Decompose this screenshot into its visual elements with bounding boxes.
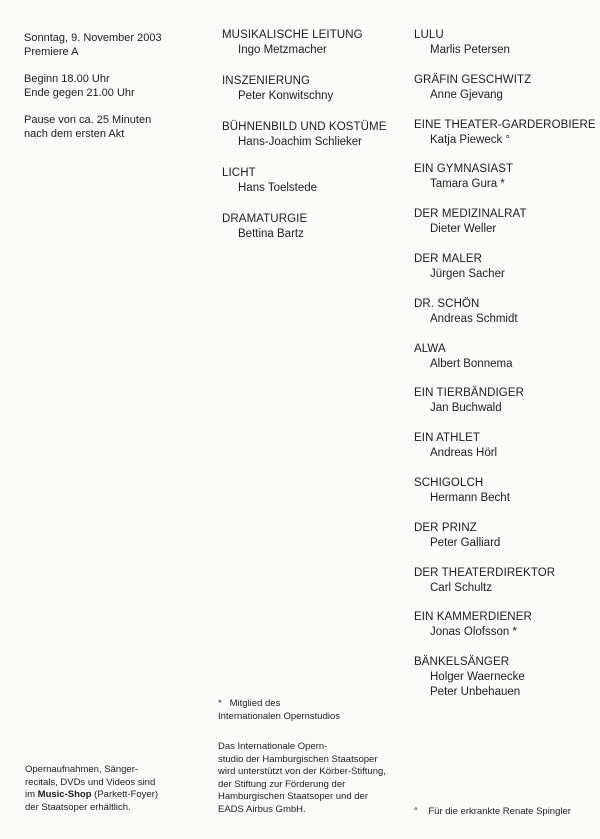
team-role: DRAMATURGIE — [222, 213, 308, 225]
cast-name: Andreas Hörl — [430, 447, 498, 460]
cast-name: Holger Waernecke — [430, 671, 525, 684]
team-entry — [222, 166, 402, 212]
cast-entry — [414, 28, 600, 73]
shop-line: der Staatsoper erhältlich. — [25, 801, 131, 813]
substitute-footnote: ° Für die erkrankte Renate Spingler — [414, 806, 571, 817]
opera-studio-footnote — [218, 698, 340, 723]
cast-name: Andreas Schmidt — [430, 312, 518, 325]
cast-role: EIN GYMNASIAST — [414, 163, 514, 176]
cast-entry — [414, 207, 600, 252]
cast-role: SCHIGOLCH — [414, 476, 484, 489]
shop-line-suffix: (Parkett-Foyer) — [91, 789, 159, 800]
team-entry — [222, 120, 402, 166]
shop-line: Opernaufnahmen, Sänger- — [25, 764, 139, 775]
team-role: INSZENIERUNG — [222, 75, 311, 87]
cast-name: Anne Gjevang — [430, 88, 503, 101]
cast-role: EIN TIERBÄNDIGER — [414, 387, 525, 400]
shop-line: recitals, DVDs und Videos sind — [25, 776, 156, 788]
cast-name: Tamara Gura * — [430, 178, 505, 191]
footnote-mark: * — [218, 698, 222, 709]
cast-entry — [414, 162, 600, 207]
production-team — [222, 28, 402, 258]
cast-role: DER THEATERDIREKTOR — [414, 566, 556, 579]
team-entry — [222, 212, 402, 258]
cast-entry — [414, 297, 600, 342]
sponsor-line: Hamburgischen Staatsoper und der — [218, 791, 368, 802]
pause-info-line2: nach dem ersten Akt — [24, 128, 125, 140]
team-role: BÜHNENBILD UND KOSTÜME — [222, 121, 387, 133]
cast-entry — [414, 431, 600, 476]
cast-role: LULU — [414, 29, 444, 41]
team-name: Bettina Bartz — [238, 228, 304, 240]
cast-role: GRÄFIN GESCHWITZ — [414, 73, 532, 86]
premiere-label: Premiere A — [24, 46, 79, 58]
team-role: LICHT — [222, 167, 256, 179]
cast-entry — [414, 252, 600, 297]
cast-entry — [414, 655, 600, 700]
music-shop-label: Music-Shop — [37, 789, 92, 800]
cast-name: Katja Pieweck ° — [430, 133, 511, 146]
cast-name: Albert Bonnema — [430, 357, 513, 370]
pause-info-line1: Pause von ca. 25 Minuten — [24, 114, 152, 126]
cast-name: Jan Buchwald — [430, 402, 502, 415]
footnote-text-line1: Mitglied des — [229, 698, 281, 709]
sponsor-line: EADS Airbus GmbH. — [218, 803, 306, 815]
sponsor-line: studio der Hamburgischen Staatsoper — [218, 753, 378, 765]
footnote-text-line2: Internationalen Opernstudios — [218, 710, 340, 722]
cast-role: EINE THEATER-GARDEROBIERE — [414, 118, 596, 131]
team-name: Hans Toelstede — [238, 182, 318, 194]
cast-role: DER MALER — [414, 252, 482, 265]
shop-note — [25, 764, 158, 814]
cast-entry — [414, 342, 600, 387]
cast-role: DER PRINZ — [414, 521, 477, 534]
cast-name: Marlis Petersen — [430, 44, 510, 56]
cast-entry — [414, 73, 600, 118]
team-name: Peter Konwitschny — [238, 90, 334, 102]
cast-entry — [414, 476, 600, 521]
cast-entry — [414, 521, 600, 566]
cast-name: Jürgen Sacher — [430, 267, 505, 280]
cast-entry — [414, 566, 600, 611]
cast-name: Jonas Olofsson * — [430, 626, 517, 639]
sponsor-note — [218, 741, 386, 816]
cast-entry — [414, 386, 600, 431]
team-entry — [222, 74, 402, 120]
cast-name: Hermann Becht — [430, 491, 510, 504]
performance-info — [24, 31, 162, 141]
cast-list — [414, 28, 600, 700]
cast-role: EIN ATHLET — [414, 432, 480, 445]
performance-date: Sonntag, 9. November 2003 — [24, 32, 162, 44]
team-name: Ingo Metzmacher — [238, 44, 327, 56]
sponsor-line: der Stiftung zur Förderung der — [218, 778, 346, 790]
sponsor-line: Das Internationale Opern- — [218, 741, 328, 752]
team-name: Hans-Joachim Schlieker — [238, 136, 362, 148]
cast-role: BÄNKELSÄNGER — [414, 656, 510, 669]
cast-entry — [414, 118, 600, 163]
cast-role: ALWA — [414, 342, 446, 355]
cast-name: Peter Unbehauen — [430, 686, 521, 699]
cast-entry — [414, 610, 600, 655]
cast-role: DER MEDIZINALRAT — [414, 208, 527, 221]
end-time: Ende gegen 21.00 Uhr — [24, 87, 135, 99]
team-entry — [222, 28, 402, 74]
shop-line-prefix: im — [25, 789, 38, 800]
cast-role: EIN KAMMERDIENER — [414, 611, 532, 624]
cast-name: Carl Schultz — [430, 581, 492, 594]
cast-role: DR. SCHÖN — [414, 297, 480, 310]
begin-time: Beginn 18.00 Uhr — [24, 73, 110, 85]
sponsor-line: wird unterstützt von der Körber-Stiftung, — [218, 766, 386, 777]
cast-name: Peter Galliard — [430, 536, 501, 549]
cast-name: Dieter Weller — [430, 223, 497, 236]
team-role: MUSIKALISCHE LEITUNG — [222, 29, 363, 41]
